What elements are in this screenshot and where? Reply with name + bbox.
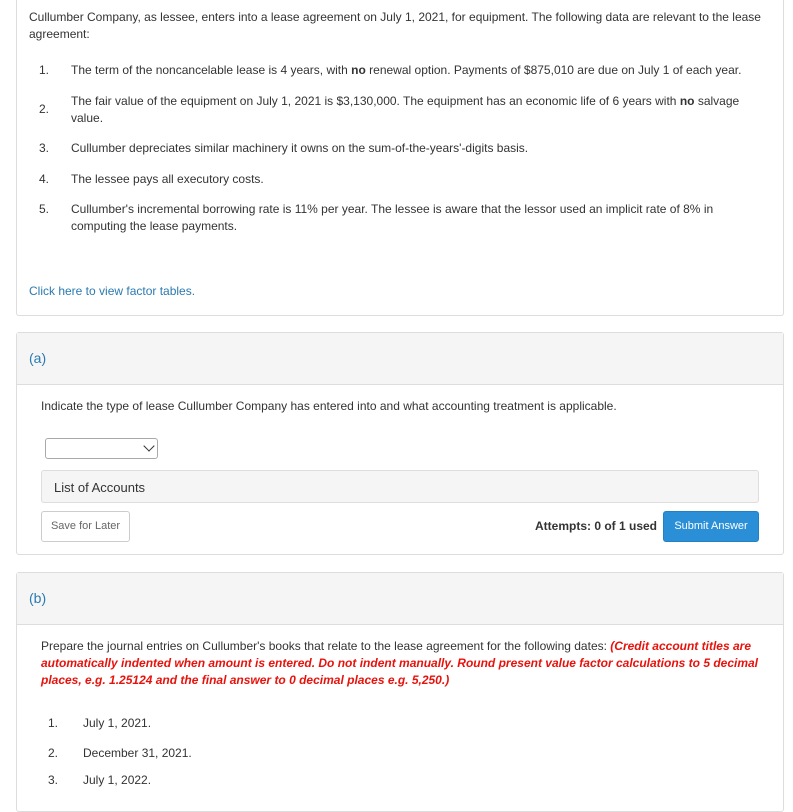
part-a-header[interactable] bbox=[17, 333, 783, 385]
save-for-later-button[interactable]: Save for Later bbox=[41, 511, 130, 542]
item-number: 4. bbox=[38, 172, 49, 186]
factor-tables-link[interactable]: Click here to view factor tables. bbox=[29, 284, 196, 298]
instruction-note: (Credit account titles are automatically indented when amount is entered. Do not indent manually. Round present value factor calculations to 5 decimal places, e.g. 1.25124 and the final answer to 0 decimal places e.g. 5,250.) bbox=[41, 639, 759, 687]
attempts-counter: Attempts: 0 of 1 used bbox=[535, 519, 658, 533]
item-number: 3. bbox=[38, 141, 49, 155]
list-of-accounts-toggle[interactable] bbox=[41, 470, 759, 503]
date-number: 2. bbox=[47, 746, 58, 760]
date-text: December 31, 2021. bbox=[83, 746, 192, 760]
item-number: 2. bbox=[38, 102, 49, 116]
part-a-label[interactable]: (a) bbox=[29, 350, 47, 366]
list-of-accounts-label: List of Accounts bbox=[54, 480, 146, 495]
item-number: 5. bbox=[38, 202, 49, 216]
item-text: Cullumber's incremental borrowing rate is 11% per year. The lessee is aware that the lessor used an implicit rate of 8% in computing the lease payments. bbox=[71, 202, 714, 233]
date-number: 1. bbox=[47, 716, 58, 730]
item-number: 1. bbox=[38, 63, 49, 77]
date-text: July 1, 2021. bbox=[83, 716, 152, 730]
lease-type-select[interactable] bbox=[45, 438, 158, 459]
problem-statement-card bbox=[16, 0, 784, 316]
item-text: The fair value of the equipment on July 1, 2021 is $3,130,000. The equipment has an economic life of 6 years with no salvage value. bbox=[71, 94, 740, 125]
part-b-card bbox=[16, 572, 784, 812]
part-b-header[interactable] bbox=[17, 573, 783, 625]
chevron-down-icon bbox=[143, 440, 154, 451]
part-b-prompt: Prepare the journal entries on Cullumber's books that relate to the lease agreement for the following dates: (Credit account titles are automatically indented when amount is entered. Do not indent manually. Round present value factor calculations to 5 decimal places, e.g. 1.25124 and the final answer to 0 decimal places e.g. 5,250.) bbox=[41, 639, 759, 687]
item-text: Cullumber depreciates similar machinery it owns on the sum-of-the-years'-digits basis. bbox=[71, 141, 529, 155]
item-text: The lessee pays all executory costs. bbox=[71, 172, 264, 186]
part-a-card bbox=[16, 332, 784, 555]
submit-answer-button[interactable]: Submit Answer bbox=[663, 511, 759, 542]
intro-text: Cullumber Company, as lessee, enters into a lease agreement on July 1, 2021, for equipment. The following data are relevant to the lease agreement: bbox=[29, 10, 761, 41]
item-text: The term of the noncancelable lease is 4 years, with no renewal option. Payments of $875,010 are due on July 1 of each year. bbox=[71, 63, 742, 77]
date-number: 3. bbox=[47, 773, 58, 787]
part-b-label[interactable]: (b) bbox=[29, 590, 47, 606]
part-a-question: Indicate the type of lease Cullumber Company has entered into and what accounting treatment is applicable. bbox=[41, 399, 617, 413]
date-text: July 1, 2022. bbox=[83, 773, 152, 787]
